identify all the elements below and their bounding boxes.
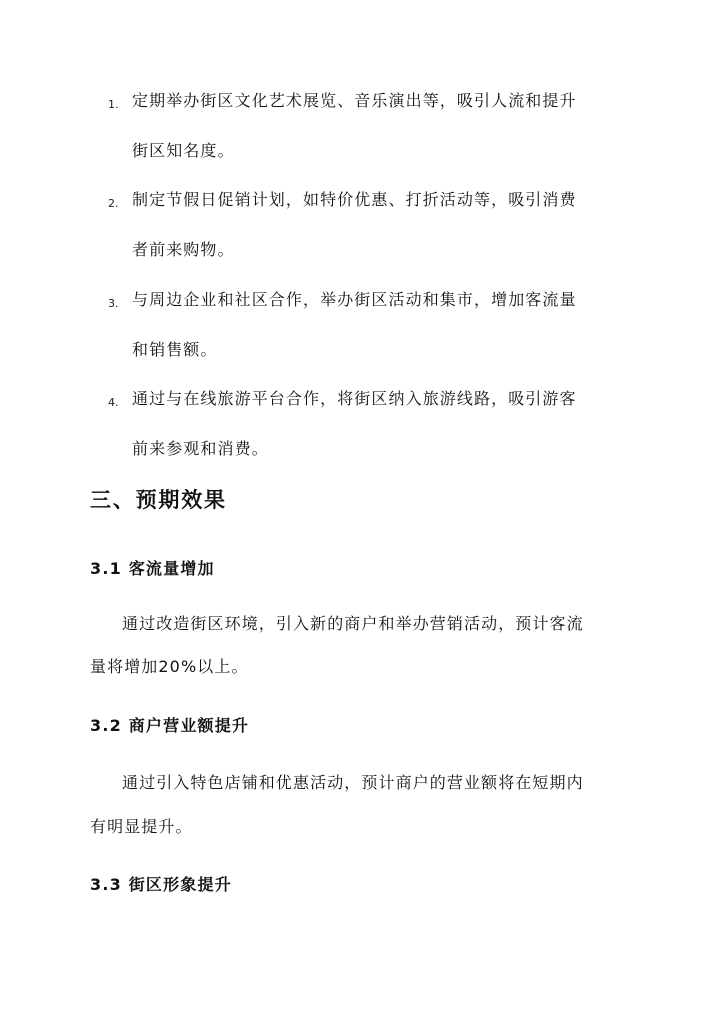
paragraph-line: 通过改造街区环境，引入新的商户和举办营销活动，预计客流 xyxy=(122,614,584,633)
list-item-text-line: 前来参观和消费。 xyxy=(132,439,269,458)
list-item-text-line: 与周边企业和社区合作，举办街区活动和集市，增加客流量 xyxy=(132,290,577,309)
paragraph-line: 通过引入特色店铺和优惠活动，预计商户的营业额将在短期内 xyxy=(122,773,584,792)
paragraph-line: 有明显提升。 xyxy=(90,817,193,836)
list-item-text-line: 通过与在线旅游平台合作，将街区纳入旅游线路，吸引游客 xyxy=(132,389,577,408)
subsection-title: 3.3 街区形象提升 xyxy=(90,875,232,894)
subsection-title: 3.2 商户营业额提升 xyxy=(90,716,250,735)
list-item-text-line: 和销售额。 xyxy=(132,340,218,359)
paragraph-line: 量将增加20%以上。 xyxy=(90,657,249,676)
list-number: 4. xyxy=(108,396,119,409)
list-number: 2. xyxy=(108,197,119,210)
list-item-text-line: 者前来购物。 xyxy=(132,240,235,259)
list-item-text-line: 街区知名度。 xyxy=(132,141,235,160)
subsection-title: 3.1 客流量增加 xyxy=(90,559,215,578)
list-item-text-line: 定期举办街区文化艺术展览、音乐演出等，吸引人流和提升 xyxy=(132,91,577,110)
list-number: 3. xyxy=(108,297,119,310)
list-item-text-line: 制定节假日促销计划，如特价优惠、打折活动等，吸引消费 xyxy=(132,190,577,209)
section-title: 三、预期效果 xyxy=(90,488,227,512)
list-number: 1. xyxy=(108,98,119,111)
